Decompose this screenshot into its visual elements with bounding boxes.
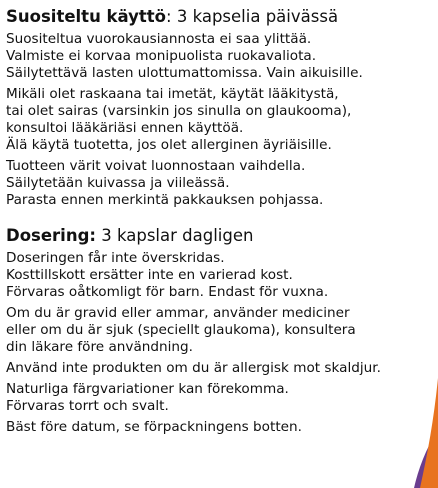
sv-paragraph (6, 305, 434, 356)
text-line: Parasta ennen merkintä pakkauksen pohjassa. (6, 192, 324, 208)
text-line: konsultoi lääkäriäsi ennen käyttöä. (6, 120, 244, 136)
text-line: Om du är gravid eller ammar, använder mediciner (6, 305, 350, 321)
text-line: Suositeltua vuorokausiannosta ei saa ylittää. (6, 31, 312, 47)
text-line: eller om du är sjuk (speciellt glaukoma), konsultera (6, 322, 356, 338)
text-line: Kosttillskott ersätter inte en varierad kost. (6, 267, 293, 283)
text-line: Tuotteen värit voivat luonnostaan vaihdella. (6, 158, 306, 174)
fi-paragraph (6, 86, 434, 154)
finnish-heading (6, 6, 434, 27)
text-line: Säilytettävä lasten ulottumattomissa. Vain aikuisille. (6, 65, 363, 81)
swedish-section (6, 250, 434, 436)
swedish-heading (6, 225, 434, 246)
text-line: Mikäli olet raskaana tai imetät, käytät lääkitystä, (6, 86, 339, 102)
sv-paragraph (6, 250, 434, 301)
text-line: Använd inte produkten om du är allergisk mot skaldjur. (6, 360, 381, 376)
sv-paragraph (6, 419, 434, 436)
decorative-corner-swoosh (398, 378, 438, 488)
product-label-text (6, 0, 434, 440)
text-line: Bäst före datum, se förpackningens botten. (6, 419, 302, 435)
sv-paragraph (6, 381, 434, 415)
text-line: Älä käytä tuotetta, jos olet allerginen äyriäisille. (6, 137, 332, 153)
fi-paragraph (6, 158, 434, 209)
finnish-section (6, 31, 434, 209)
sv-paragraph (6, 360, 434, 377)
text-line: tai olet sairas (varsinkin jos sinulla on glaukooma), (6, 103, 352, 119)
text-line: Valmiste ei korvaa monipuolista ruokavaliota. (6, 48, 317, 64)
text-line: din läkare före användning. (6, 339, 193, 355)
finnish-heading-rest: : 3 kapselia päivässä (166, 7, 339, 26)
text-line: Doseringen får inte överskridas. (6, 250, 225, 266)
finnish-heading-bold: Suositeltu käyttö (6, 7, 167, 26)
swedish-heading-rest: 3 kapslar dagligen (96, 226, 254, 245)
text-line: Förvaras oåtkomligt för barn. Endast för vuxna. (6, 284, 329, 300)
swedish-heading-bold: Dosering: (6, 226, 96, 245)
text-line: Naturliga färgvariationer kan förekomma. (6, 381, 289, 397)
text-line: Förvaras torrt och svalt. (6, 398, 169, 414)
section-divider-space (6, 213, 434, 219)
fi-paragraph (6, 31, 434, 82)
text-line: Säilytetään kuivassa ja viileässä. (6, 175, 230, 191)
